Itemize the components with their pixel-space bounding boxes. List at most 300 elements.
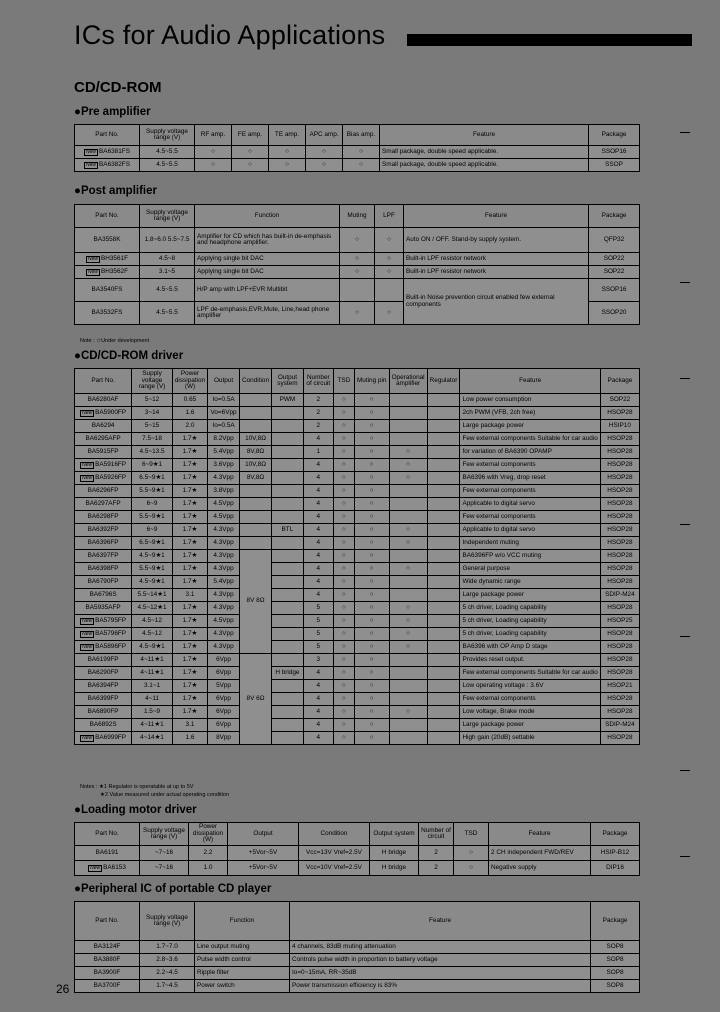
- cell: Built-in LPF resistor network: [404, 253, 589, 266]
- cell: Applying single bit DAC: [195, 266, 340, 279]
- cell: [272, 420, 304, 433]
- table-row: [75, 253, 640, 266]
- table-row: [75, 693, 640, 706]
- cell: 1.7★: [172, 654, 207, 667]
- table-row: [75, 846, 640, 861]
- cell: 1.7★: [172, 550, 207, 563]
- cell: ○: [333, 472, 354, 485]
- cell: [240, 485, 272, 498]
- cell: 4: [303, 472, 333, 485]
- cell: 1.7★: [172, 641, 207, 654]
- cell: 1.7★: [172, 433, 207, 446]
- cell: [389, 394, 427, 407]
- cell: Few external components Suitable for car audio: [460, 667, 600, 680]
- cell: [427, 498, 460, 511]
- cell: ○: [333, 537, 354, 550]
- cell: 4: [303, 706, 333, 719]
- cell: Independent muting: [460, 537, 600, 550]
- cell: HSOP28: [600, 732, 639, 745]
- cell: [272, 407, 304, 420]
- cell: H bridge: [370, 861, 419, 876]
- cell: 4.3Vpp: [208, 537, 240, 550]
- cell: [272, 537, 304, 550]
- header-cell: FE amp.: [232, 125, 269, 146]
- cell: 1.5~9: [132, 706, 173, 719]
- cell: ○: [454, 861, 489, 876]
- cell: 1.0: [189, 861, 228, 876]
- cell: High gain (20dB) settable: [460, 732, 600, 745]
- cell: Negative supply: [489, 861, 591, 876]
- cell: ○: [333, 693, 354, 706]
- cell: [240, 498, 272, 511]
- peripheral-heading: ●Peripheral IC of portable CD player: [74, 883, 272, 895]
- header-cell: Feature: [489, 823, 591, 846]
- cell: [272, 615, 304, 628]
- margin-mark: [680, 524, 690, 525]
- new-badge: New: [82, 409, 93, 416]
- cell: 2: [419, 846, 454, 861]
- cell: 2.0: [172, 420, 207, 433]
- cell: 2ch PWM (VFB, 2ch free): [460, 407, 600, 420]
- cell: 3.8Vpp: [208, 485, 240, 498]
- cell: Vo=6Vpp: [208, 407, 240, 420]
- table-row: [75, 472, 640, 485]
- cell: 1.7★: [172, 498, 207, 511]
- table-row: [75, 615, 640, 628]
- header-cell: TE amp.: [269, 125, 306, 146]
- cell: 4: [303, 524, 333, 537]
- header-cell: Power dissipation (W): [172, 369, 207, 394]
- cell: 7.5~18: [132, 433, 173, 446]
- cell: 4.5Vpp: [208, 498, 240, 511]
- cell: SOP22: [600, 394, 639, 407]
- table-row: [75, 954, 640, 967]
- cell: Applicable to digital servo: [460, 524, 600, 537]
- cell: HSIP10: [600, 420, 639, 433]
- cell: 3~14: [132, 407, 173, 420]
- cell: ○: [232, 159, 269, 172]
- output-group: 8V 6Ω: [240, 654, 272, 745]
- cell: HSOP28: [600, 446, 639, 459]
- cell: [240, 537, 272, 550]
- cell: DIP16: [591, 861, 640, 876]
- header-cell: Output system: [272, 369, 304, 394]
- header-cell: Part No.: [75, 205, 140, 228]
- cell: ~7~16: [140, 846, 189, 861]
- cell: ○: [389, 706, 427, 719]
- cell: ○: [333, 732, 354, 745]
- cell: ○: [333, 589, 354, 602]
- cell: 2: [303, 407, 333, 420]
- cell: HSOP28: [600, 563, 639, 576]
- part-number: BA6394FP: [75, 680, 132, 693]
- cell: 2.8~3.6: [140, 954, 195, 967]
- cell: SOP8: [591, 954, 640, 967]
- cell: ○: [354, 576, 389, 589]
- table-row: [75, 459, 640, 472]
- cell: 6.5~9★1: [132, 537, 173, 550]
- cell: ○: [354, 550, 389, 563]
- cell: [389, 420, 427, 433]
- cell: 5~15: [132, 420, 173, 433]
- cell: ○: [389, 537, 427, 550]
- cell: [240, 511, 272, 524]
- cell: 10V,8Ω: [240, 459, 272, 472]
- cell: ○: [232, 146, 269, 159]
- table-row: [75, 498, 640, 511]
- loading-heading: ●Loading motor driver: [74, 804, 197, 816]
- cell: ○: [333, 394, 354, 407]
- cell: [427, 459, 460, 472]
- table-row: [75, 732, 640, 745]
- cell: ~7~16: [140, 861, 189, 876]
- table-row: [75, 279, 640, 302]
- header-cell: Supply voltage range (V): [140, 125, 195, 146]
- cell: 6~9: [132, 498, 173, 511]
- loading-table: [74, 822, 640, 876]
- cell: Wide dynamic range: [460, 576, 600, 589]
- new-badge: New: [87, 268, 98, 275]
- cell: ○: [354, 706, 389, 719]
- cell: 5~12: [132, 394, 173, 407]
- cell: 5.5~9★1: [132, 511, 173, 524]
- table-row: [75, 941, 640, 954]
- cell: ○: [454, 846, 489, 861]
- header-cell: Part No.: [75, 369, 132, 394]
- header-cell: Bias amp.: [343, 125, 380, 146]
- table-row: [75, 550, 640, 563]
- part-number: BA6199FP: [75, 654, 132, 667]
- cell: [272, 641, 304, 654]
- driver-note-1: Notes : ★1 Regulator is operatable at up to 5V: [80, 784, 194, 790]
- cell: ○: [389, 446, 427, 459]
- cell: 4~11★1: [132, 719, 173, 732]
- cell: [240, 420, 272, 433]
- cell: 4.5~5.5: [140, 279, 195, 302]
- table-header: [75, 205, 640, 228]
- cell: HSOP28: [600, 602, 639, 615]
- cell: 1.7★: [172, 446, 207, 459]
- table-row: [75, 967, 640, 980]
- cell: Ripple filter: [195, 967, 290, 980]
- cell: ○: [333, 485, 354, 498]
- cell: ○: [354, 563, 389, 576]
- cell: [272, 654, 304, 667]
- cell: 2.2~4.5: [140, 967, 195, 980]
- cell: 5: [303, 615, 333, 628]
- cell: Low voltage, Brake mode: [460, 706, 600, 719]
- cell: BA6396FP w/o VCC muting: [460, 550, 600, 563]
- cell: SOP8: [591, 941, 640, 954]
- header-cell: TSD: [454, 823, 489, 846]
- cell: HSOP28: [600, 407, 639, 420]
- cell: 4: [303, 693, 333, 706]
- header-cell: Supply voltage range (V): [140, 205, 195, 228]
- cell: [427, 511, 460, 524]
- new-badge: New: [82, 474, 93, 481]
- cell: [272, 628, 304, 641]
- cell: Few external components: [460, 693, 600, 706]
- cell: +5Vor~5V: [228, 861, 299, 876]
- pre-amplifier-table: [74, 124, 640, 172]
- cell: ○: [333, 459, 354, 472]
- cell: 5: [303, 602, 333, 615]
- cell: Power switch: [195, 980, 290, 993]
- cell: 4.5~5.5: [140, 146, 195, 159]
- cell: [427, 563, 460, 576]
- section-heading: CD/CD-ROM: [74, 79, 162, 96]
- cell: ○: [354, 407, 389, 420]
- cell: [427, 641, 460, 654]
- cell: H bridge: [272, 667, 304, 680]
- header-cell: Supply voltage range (V): [140, 902, 195, 941]
- cell: 4: [303, 589, 333, 602]
- table-header: [75, 125, 640, 146]
- cell: HSOP28: [600, 511, 639, 524]
- cell: [375, 279, 404, 302]
- table-row: [75, 159, 640, 172]
- cell: HSOP28: [600, 628, 639, 641]
- cell: ○: [354, 433, 389, 446]
- cell: ○: [333, 576, 354, 589]
- cell: [272, 563, 304, 576]
- cell: ○: [333, 719, 354, 732]
- cell: ○: [375, 266, 404, 279]
- cell: ○: [333, 641, 354, 654]
- part-number: New BH3561F: [75, 253, 140, 266]
- part-number: BA6294: [75, 420, 132, 433]
- cell: Small package, double speed applicable.: [380, 146, 589, 159]
- cell: ○: [340, 302, 375, 325]
- part-number: BA6399FP: [75, 693, 132, 706]
- header-cell: Package: [589, 125, 640, 146]
- output-group: 8V 8Ω: [240, 550, 272, 654]
- cell: ○: [333, 602, 354, 615]
- cell: 5.4Vpp: [208, 446, 240, 459]
- part-number: BA6298FP: [75, 511, 132, 524]
- cell: [427, 472, 460, 485]
- cell: 5 ch driver, Loading capability: [460, 602, 600, 615]
- part-number: BA6398FP: [75, 563, 132, 576]
- table-row: [75, 980, 640, 993]
- cell: 1.8~6.0 5.5~7.5: [140, 228, 195, 253]
- cell: ○: [389, 472, 427, 485]
- cell: ○: [340, 266, 375, 279]
- part-number: BA6392FP: [75, 524, 132, 537]
- cell: 2.2: [189, 846, 228, 861]
- part-number: BA3900F: [75, 967, 140, 980]
- cell: [389, 485, 427, 498]
- cell: ○: [354, 680, 389, 693]
- cell: 5.4Vpp: [208, 576, 240, 589]
- cell: 6~9: [132, 524, 173, 537]
- header-cell: Output: [208, 369, 240, 394]
- new-badge: New: [86, 161, 97, 168]
- cell: [427, 667, 460, 680]
- cell: SSOP20: [589, 302, 640, 325]
- cell: 4.5~12★1: [132, 602, 173, 615]
- cell: 4.5~8: [140, 253, 195, 266]
- cell: ○: [354, 511, 389, 524]
- cell: 6Vpp: [208, 719, 240, 732]
- cell: HSOP28: [600, 641, 639, 654]
- cell: H bridge: [370, 846, 419, 861]
- cell: ○: [343, 159, 380, 172]
- cell: 3.1: [172, 719, 207, 732]
- cell: ○: [269, 159, 306, 172]
- new-badge: New: [82, 617, 93, 624]
- cell: [427, 485, 460, 498]
- header-cell: Function: [195, 902, 290, 941]
- cell: 5 ch driver, Loading capability: [460, 628, 600, 641]
- header-cell: Regulator: [427, 369, 460, 394]
- cell: Power transmission efficiency is 83%: [290, 980, 591, 993]
- cell: 6~9★1: [132, 459, 173, 472]
- cell: [427, 524, 460, 537]
- cell: ○: [354, 524, 389, 537]
- cell: Line output muting: [195, 941, 290, 954]
- header-cell: Output: [228, 823, 299, 846]
- cell: 1.7★: [172, 693, 207, 706]
- cell: 1.7★: [172, 485, 207, 498]
- cell: 0.65: [172, 394, 207, 407]
- cell: ○: [354, 693, 389, 706]
- cell: [389, 433, 427, 446]
- cell: ○: [333, 680, 354, 693]
- cell: 4~11★1: [132, 654, 173, 667]
- cell: Few external components: [460, 459, 600, 472]
- cell: 4: [303, 485, 333, 498]
- cell: SOP8: [591, 967, 640, 980]
- cell: 4.3Vpp: [208, 550, 240, 563]
- table-header: [75, 823, 640, 846]
- cell: Io=0.5A: [208, 394, 240, 407]
- cell: 4.3Vpp: [208, 472, 240, 485]
- post-amplifier-table: [74, 204, 640, 325]
- cell: ○: [354, 719, 389, 732]
- cell: [389, 407, 427, 420]
- cell: Provides reset output.: [460, 654, 600, 667]
- table-row: [75, 433, 640, 446]
- cell: SSOP: [589, 159, 640, 172]
- cell: Low operating voltage : 3.6V: [460, 680, 600, 693]
- cell: +5Vor~5V: [228, 846, 299, 861]
- table-row: [75, 563, 640, 576]
- cell: [427, 693, 460, 706]
- cell: ○: [340, 228, 375, 253]
- part-number: BA3532FS: [75, 302, 140, 325]
- cell: ○: [340, 253, 375, 266]
- cell: 1.7~7.0: [140, 941, 195, 954]
- header-cell: Package: [591, 902, 640, 941]
- cell: HSOP28: [600, 433, 639, 446]
- cell: 4: [303, 498, 333, 511]
- cell: Controls pulse width in proportion to battery voltage: [290, 954, 591, 967]
- cell: 1.6: [172, 732, 207, 745]
- cell: ○: [333, 407, 354, 420]
- cell: 1.7★: [172, 537, 207, 550]
- header-cell: Number of circuit: [303, 369, 333, 394]
- driver-heading: ●CD/CD-ROM driver: [74, 350, 184, 362]
- header-cell: Function: [195, 205, 340, 228]
- cell: [272, 719, 304, 732]
- cell: 1.7★: [172, 472, 207, 485]
- header-cell: Package: [600, 369, 639, 394]
- part-number: BA6397FP: [75, 550, 132, 563]
- cell: ○: [354, 615, 389, 628]
- cell: HSOP28: [600, 693, 639, 706]
- cell: [272, 589, 304, 602]
- cell: HSOP28: [600, 654, 639, 667]
- cell: ○: [389, 459, 427, 472]
- cell: 4: [303, 563, 333, 576]
- cell: ○: [354, 602, 389, 615]
- cell: ○: [354, 589, 389, 602]
- cell: Applying single bit DAC: [195, 253, 340, 266]
- header-cell: TSD: [333, 369, 354, 394]
- table-row: [75, 485, 640, 498]
- part-number: BA6796S: [75, 589, 132, 602]
- cell: SDIP-M24: [600, 719, 639, 732]
- cell: 4.5Vpp: [208, 511, 240, 524]
- header-cell: Operational amplifier: [389, 369, 427, 394]
- table-row: [75, 407, 640, 420]
- cell: HSOP28: [600, 667, 639, 680]
- cell: 4: [303, 680, 333, 693]
- cell: [427, 628, 460, 641]
- cell: Built-in LPF resistor network: [404, 266, 589, 279]
- part-number: BA3558K: [75, 228, 140, 253]
- cell: 1.6: [172, 407, 207, 420]
- cell: ○: [354, 446, 389, 459]
- cell: 4: [303, 732, 333, 745]
- part-number: BA5915FP: [75, 446, 132, 459]
- part-number: BA5935AFP: [75, 602, 132, 615]
- part-number: New BA6153: [75, 861, 140, 876]
- new-badge: New: [82, 643, 93, 650]
- cell: [427, 576, 460, 589]
- cell: Large package power: [460, 719, 600, 732]
- cell: BA6396 with OP Amp D stage: [460, 641, 600, 654]
- cell: 8Vpp: [208, 732, 240, 745]
- cell: 4.5~9★1: [132, 576, 173, 589]
- cell: [389, 511, 427, 524]
- cell: ○: [354, 498, 389, 511]
- cell: [389, 667, 427, 680]
- table-header: [75, 902, 640, 941]
- new-badge: New: [82, 461, 93, 468]
- table-header: [75, 369, 640, 394]
- cell: 4.3Vpp: [208, 524, 240, 537]
- table-row: [75, 861, 640, 876]
- cell: 3.1: [172, 589, 207, 602]
- cell: 1: [303, 446, 333, 459]
- cell: ○: [333, 667, 354, 680]
- table-row: [75, 589, 640, 602]
- cell: ○: [306, 146, 343, 159]
- cell: HSOP28: [600, 550, 639, 563]
- cell: [427, 732, 460, 745]
- cell: Large package power: [460, 589, 600, 602]
- cell: 8V,8Ω: [240, 472, 272, 485]
- cell: 4: [303, 433, 333, 446]
- cell: Low power consumption: [460, 394, 600, 407]
- cell: [272, 446, 304, 459]
- cell: [389, 732, 427, 745]
- header-cell: Power dissipation (W): [189, 823, 228, 846]
- margin-mark: [680, 378, 690, 379]
- cell: 4.3Vpp: [208, 563, 240, 576]
